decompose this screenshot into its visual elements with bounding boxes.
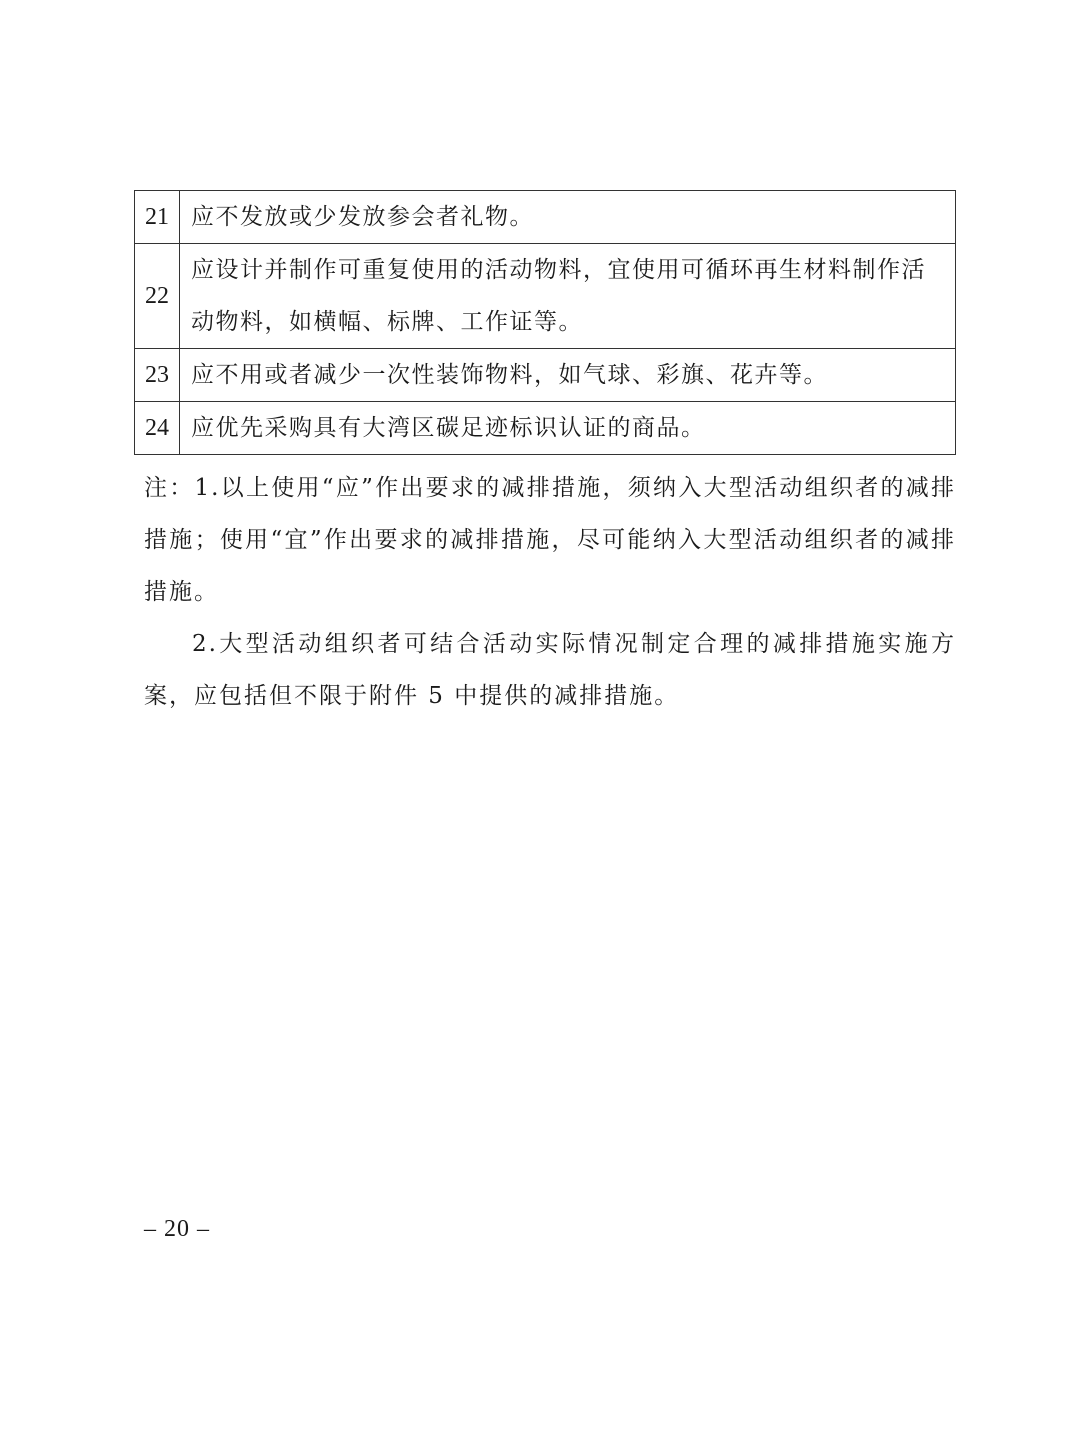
page-number: – 20 – xyxy=(144,1216,210,1242)
row-number: 23 xyxy=(135,349,180,402)
note-2: 2.大型活动组织者可结合活动实际情况制定合理的减排措施实施方案，应包括但不限于附件 5 中提供的减排措施。 xyxy=(144,631,956,709)
table-row xyxy=(135,244,956,349)
row-number: 21 xyxy=(135,191,180,244)
row-text: 应不发放或少发放参会者礼物。 xyxy=(180,191,956,244)
row-number: 22 xyxy=(135,244,180,349)
table-row xyxy=(135,402,956,455)
row-text: 应不用或者减少一次性装饰物料，如气球、彩旗、花卉等。 xyxy=(180,349,956,402)
note-1: 注：1.以上使用“应”作出要求的减排措施，须纳入大型活动组织者的减排措施；使用“宜”作出要求的减排措施，尽可能纳入大型活动组织者的减排措施。 xyxy=(144,475,956,605)
measures-table xyxy=(134,190,956,455)
table-row xyxy=(135,349,956,402)
row-number: 24 xyxy=(135,402,180,455)
notes-section xyxy=(144,462,956,722)
row-text: 应优先采购具有大湾区碳足迹标识认证的商品。 xyxy=(180,402,956,455)
table-row xyxy=(135,191,956,244)
row-text: 应设计并制作可重复使用的活动物料，宜使用可循环再生材料制作活动物料，如横幅、标牌、工作证等。 xyxy=(180,244,956,349)
